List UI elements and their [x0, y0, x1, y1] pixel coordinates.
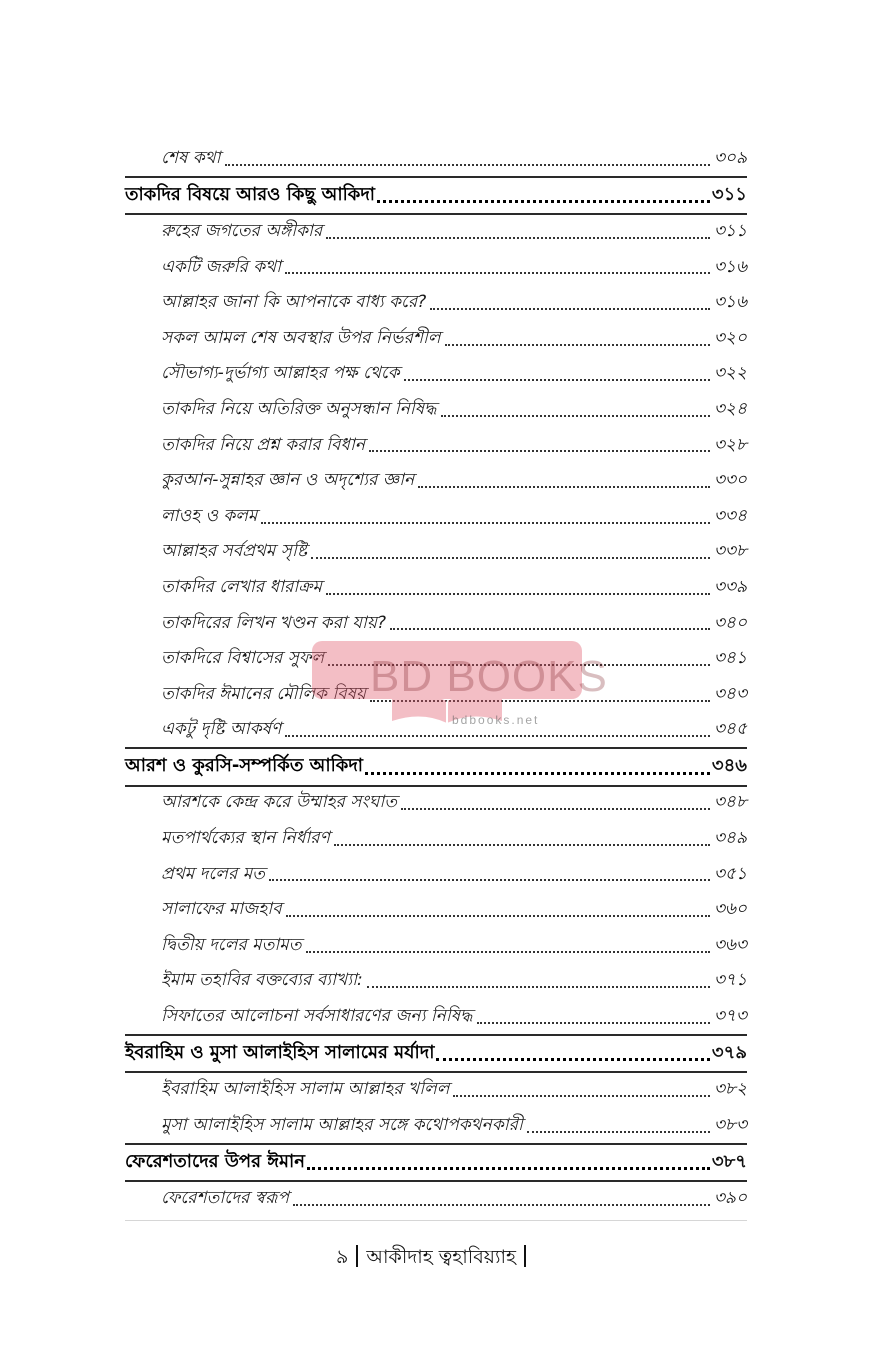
toc-entry-row[interactable]	[125, 463, 747, 499]
toc-dot-leader	[365, 772, 710, 775]
toc-page-number: ৩৪৮	[713, 792, 747, 813]
toc-section-row[interactable]	[125, 1034, 747, 1074]
toc-dot-leader	[269, 879, 710, 881]
toc-dot-leader	[369, 450, 710, 452]
book-title: আকীদাহ ত্বহাবিয়্যাহ	[366, 1246, 516, 1268]
toc-section-row[interactable]	[125, 1143, 747, 1183]
toc-page-number: ৩২৮	[713, 434, 747, 455]
toc-entry-row[interactable]	[125, 535, 747, 571]
toc-page-number: ৩২৪	[713, 398, 747, 419]
toc-page-number: ৩১৬	[713, 256, 747, 277]
toc-dot-leader	[418, 486, 710, 488]
toc-entry-row[interactable]	[125, 821, 747, 857]
toc-entry-title: ইমাম তহাবির বক্তব্যের ব্যাখ্যা:	[161, 970, 363, 991]
toc-entry-title: সিফাতের আলোচনা সর্বসাধারণের জন্য নিষিদ্ধ	[161, 1006, 473, 1027]
toc-page-number: ৩১১	[711, 183, 747, 205]
toc-page-number: ৩৩৪	[713, 505, 747, 526]
toc-page-number: ৩০৯	[713, 147, 747, 168]
toc-dot-leader	[326, 237, 710, 239]
toc-page-number: ৩৭৩	[713, 1006, 747, 1027]
table-of-contents	[125, 141, 747, 1217]
toc-entry-title: তাকদির ঈমানের মৌলিক বিষয়	[161, 683, 367, 704]
toc-dot-leader	[367, 986, 710, 988]
toc-page-number: ৩৮৭	[711, 1150, 747, 1172]
toc-dot-leader	[401, 808, 710, 810]
toc-entry-title: একটি জরুরি কথা	[161, 256, 282, 277]
toc-entry-title: তাকদির নিয়ে প্রশ্ন করার বিধান	[161, 434, 366, 455]
footer-separator	[356, 1245, 358, 1267]
toc-entry-title: মতপার্থক্যের স্থান নির্ধারণ	[161, 828, 330, 849]
toc-dot-leader	[527, 1131, 710, 1133]
toc-entry-title: সৌভাগ্য-দুর্ভাগ্য আল্লাহর পক্ষ থেকে	[161, 363, 400, 384]
toc-entry-row[interactable]	[125, 1072, 747, 1108]
toc-entry-title: তাকদিরে বিশ্বাসের সুফল	[161, 648, 325, 669]
toc-entry-title: মুসা আলাইহিস সালাম আল্লাহর সঙ্গে কথোপকথনকারী	[161, 1114, 523, 1135]
watermark-url: bdbooks.net	[452, 713, 540, 727]
toc-entry-row[interactable]	[125, 999, 747, 1035]
toc-dot-leader	[445, 344, 710, 346]
toc-dot-leader	[477, 1022, 710, 1024]
toc-dot-leader	[261, 522, 709, 524]
toc-page-number: ৩১৬	[713, 292, 747, 313]
toc-page-number: ৩৬০	[713, 899, 747, 920]
toc-entry-row[interactable]	[125, 857, 747, 893]
toc-entry-row[interactable]	[125, 321, 747, 357]
toc-dot-leader	[311, 557, 710, 559]
toc-dot-leader	[436, 1058, 709, 1061]
toc-entry-row[interactable]	[125, 357, 747, 393]
toc-page-number: ৩৫১	[713, 863, 747, 884]
toc-entry-row[interactable]	[125, 928, 747, 964]
toc-page-number: ৩৪৬	[711, 755, 747, 777]
toc-entry-title: আল্লাহর জানা কি আপনাকে বাধ্য করে?	[161, 292, 427, 313]
toc-dot-leader	[390, 628, 710, 630]
toc-entry-row[interactable]	[125, 892, 747, 928]
toc-page-number: ৩৭৯	[711, 1042, 747, 1064]
toc-entry-title: সালাফের মাজহাব	[161, 899, 282, 920]
toc-entry-row[interactable]	[125, 428, 747, 464]
toc-dot-leader	[328, 664, 710, 666]
toc-dot-leader	[307, 1167, 710, 1170]
toc-dot-leader	[453, 1095, 709, 1097]
toc-dot-leader	[225, 164, 710, 166]
toc-page-number: ৩৯০	[713, 1188, 747, 1209]
toc-page-number: ৩৮২	[713, 1079, 747, 1100]
toc-dot-leader	[404, 379, 710, 381]
toc-entry-row[interactable]	[125, 141, 747, 177]
toc-page-number: ৩৪৯	[713, 828, 747, 849]
toc-entry-row[interactable]	[125, 1181, 747, 1217]
toc-entry-row[interactable]	[125, 570, 747, 606]
toc-entry-title: সকল আমল শেষ অবস্থার উপর নির্ভরশীল	[161, 327, 441, 348]
toc-entry-title: লাওহ ও কলম	[161, 505, 258, 526]
toc-entry-title: তাকদির নিয়ে অতিরিক্ত অনুসন্ধান নিষিদ্ধ	[161, 398, 437, 419]
toc-entry-row[interactable]	[125, 713, 747, 749]
toc-page-number: ৩৬৩	[713, 934, 747, 955]
toc-entry-title: আল্লাহর সর্বপ্রথম সৃষ্টি	[161, 541, 308, 562]
toc-entry-row[interactable]	[125, 677, 747, 713]
page-footer	[0, 1243, 870, 1275]
watermark-text: BD BOOKS	[370, 652, 608, 701]
toc-entry-title: দ্বিতীয় দলের মতামত	[161, 934, 302, 955]
toc-entry-row[interactable]	[125, 1108, 747, 1144]
toc-section-row[interactable]	[125, 176, 747, 216]
toc-page-number: ৩৩৮	[713, 541, 747, 562]
toc-page-number: ৩৪৫	[713, 719, 747, 740]
toc-dot-leader	[285, 272, 710, 274]
toc-entry-title: আরশকে কেন্দ্র করে উম্মাহর সংঘাত	[161, 792, 398, 813]
toc-dot-leader	[334, 844, 710, 846]
toc-page-number: ৩৩০	[713, 470, 747, 491]
toc-section-row[interactable]	[125, 747, 747, 787]
toc-page-number: ৩২২	[713, 363, 747, 384]
toc-entry-title: ইবরাহিম আলাইহিস সালাম আল্লাহর খলিল	[161, 1079, 450, 1100]
toc-page-number: ৩৪৩	[713, 683, 747, 704]
toc-page-number: ৩৭১	[713, 970, 747, 991]
toc-page-number: ৩১১	[713, 220, 747, 241]
toc-entry-title: রুহের জগতের অঙ্গীকার	[161, 220, 323, 241]
toc-entry-title: ফেরেশতাদের উপর ঈমান	[125, 1150, 305, 1172]
toc-dot-leader	[430, 308, 710, 310]
toc-entry-row[interactable]	[125, 641, 747, 677]
toc-entry-title: তাকদির বিষয়ে আরও কিছু আকিদা	[125, 183, 376, 205]
toc-dot-leader	[441, 415, 710, 417]
toc-page-number: ৩৩৯	[713, 576, 747, 597]
toc-page-number: ৩২০	[713, 327, 747, 348]
toc-entry-title: ফেরেশতাদের স্বরূপ	[161, 1188, 290, 1209]
toc-entry-row[interactable]	[125, 392, 747, 428]
toc-dot-leader	[285, 735, 710, 737]
toc-dot-leader	[293, 1204, 710, 1206]
toc-entry-title: তাকদিরের লিখন খণ্ডন করা যায়?	[161, 612, 387, 633]
toc-dot-leader	[286, 915, 710, 917]
toc-entry-title: একটু দৃষ্টি আকর্ষণ	[161, 719, 282, 740]
toc-dot-leader	[306, 951, 710, 953]
toc-entry-row[interactable]	[125, 499, 747, 535]
toc-entry-title: শেষ কথা	[161, 147, 221, 168]
toc-entry-row[interactable]	[125, 214, 747, 250]
toc-dot-leader	[377, 200, 710, 203]
toc-entry-row[interactable]	[125, 250, 747, 286]
toc-entry-title: তাকদির লেখার ধারাক্রম	[161, 576, 322, 597]
footer-divider	[125, 1220, 747, 1221]
toc-entry-row[interactable]	[125, 285, 747, 321]
toc-page-number: ৩৪০	[713, 612, 747, 633]
toc-entry-title: ইবরাহিম ও মুসা আলাইহিস সালামের মর্যাদা	[125, 1042, 435, 1064]
toc-page-number: ৩৮৩	[713, 1114, 747, 1135]
toc-dot-leader	[370, 700, 710, 702]
toc-dot-leader	[326, 593, 710, 595]
toc-entry-row[interactable]	[125, 606, 747, 642]
toc-entry-title: কুরআন-সুন্নাহর জ্ঞান ও অদৃশ্যের জ্ঞান	[161, 470, 415, 491]
footer-separator	[524, 1245, 526, 1267]
page-number: ৯	[336, 1246, 349, 1268]
toc-entry-title: আরশ ও কুরসি-সম্পর্কিত আকিদা	[125, 755, 364, 777]
toc-entry-row[interactable]	[125, 964, 747, 1000]
toc-entry-title: প্রথম দলের মত	[161, 863, 265, 884]
toc-entry-row[interactable]	[125, 786, 747, 822]
toc-page-number: ৩৪১	[713, 648, 747, 669]
